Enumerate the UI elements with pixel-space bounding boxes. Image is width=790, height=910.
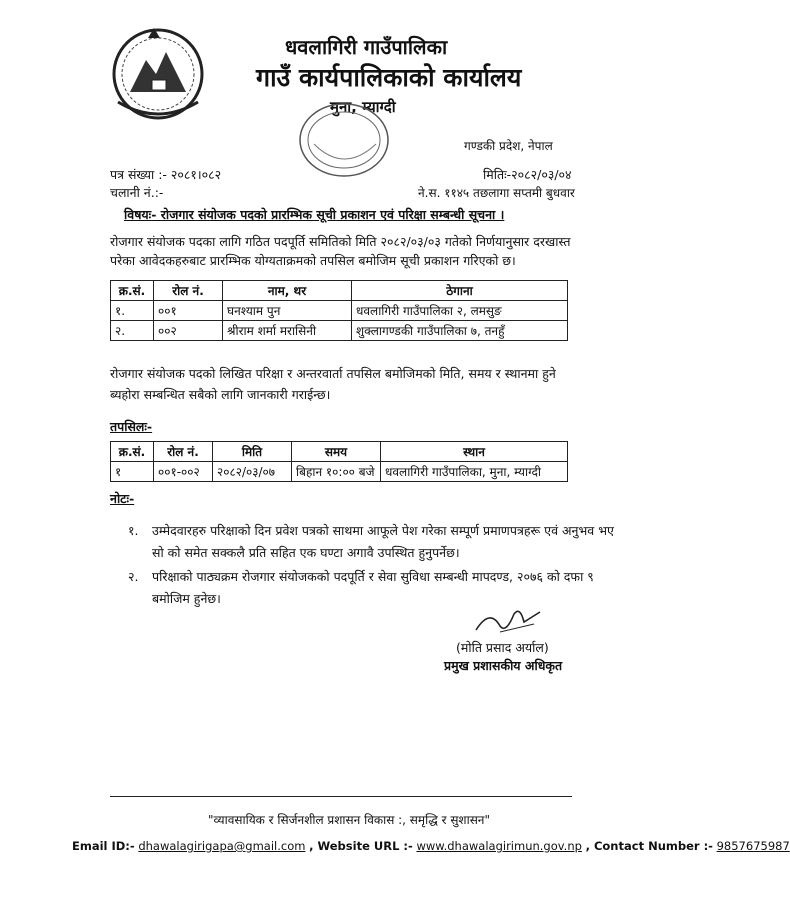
table-cell: ००१ [154,301,223,321]
table-cell: १ [111,462,154,482]
schedule-label: तपसिलः- [110,419,153,434]
office-location: मुना, म्याग्दी [330,98,396,116]
office-subtitle: गाउँ कार्यपालिकाको कार्यालय [256,63,522,92]
column-header: नाम, थर [223,281,352,301]
dispatch-number: चलानी नं.:- [110,185,164,200]
table-cell: बिहान १०:०० बजे [292,462,381,482]
province-label: गण्डकी प्रदेश, नेपाल [464,139,553,153]
column-header: क्र.सं. [111,281,154,301]
table-row [111,321,568,341]
nepal-emblem-logo [108,22,208,128]
note-number: २. [128,569,139,584]
subject-line: विषयः- रोजगार संयोजक पदको प्रारम्भिक सूची प्रकाशन एवं परिक्षा सम्बन्धी सूचना । [124,207,505,222]
signature-mark [470,604,550,638]
contact-number: 9857675987 [716,839,790,853]
signatory-title: प्रमुख प्रशासकीय अधिकृत [444,658,563,673]
column-header: रोल नं. [154,281,223,301]
note-line: सो को समेत सक्कलै प्रति सहित एक घण्टा अगावै उपस्थित हुनुपर्नेछ। [152,545,460,560]
note-number: १. [128,523,139,538]
column-header: ठेगाना [352,281,568,301]
exam-info-paragraph: रोजगार संयोजक पदको लिखित परिक्षा र अन्तरवार्ता तपसिल बमोजिमको मिति, समय र स्थानमा हुने ब्यहोरा सम्बन्धित सबैको लागि जानकारी गराईन्छ। [110,366,556,402]
nepal-sambat-date: ने.स. ११४५ तछलागा सप्तमी बुधवार [418,186,575,200]
table-cell: घनश्याम पुन [223,301,352,321]
letter-date: मितिः-२०८२/०३/०४ [483,167,572,182]
intro-paragraph: रोजगार संयोजक पदका लागि गठित पदपूर्ति समितिको मिति २०८२/०३/०३ गतेको निर्णयानुसार दरखास्त परेका आवेदकहरुबाट प्रारम्भिक योग्यताक्रमको तपसिल बमोजिम सूची प्रकाशन गरिएको छ। [110,234,571,268]
table-cell: धवलागिरी गाउँपालिका २, लमसुङ [352,301,568,321]
column-header: क्र.सं. [111,442,154,462]
table-cell: २०८२/०३/०७ [213,462,292,482]
note-line: परिक्षाको पाठ्यक्रम रोजगार संयोजकको पदपूर्ति र सेवा सुविधा सम्बन्धी मापदण्ड, २०७६ को दफा ९ [152,569,594,584]
website-link[interactable]: www.dhawalagirimun.gov.np [416,839,582,853]
office-stamp [296,100,392,184]
column-header: स्थान [381,442,568,462]
column-header: रोल नं. [154,442,213,462]
candidates-table [110,280,568,341]
footer-motto: "व्यावसायिक र सिर्जनशील प्रशासन विकास :, समृद्धि र सुशासन" [208,813,490,827]
column-header: समय [292,442,381,462]
contact-label: , Contact Number :- [585,839,713,853]
table-header-row [111,442,568,462]
email-label: Email ID:- [72,839,135,853]
schedule-table [110,441,568,482]
contact-line [72,839,790,853]
table-cell: धवलागिरी गाउँपालिका, मुना, म्याग्दी [381,462,568,482]
signatory-name: (मोति प्रसाद अर्याल) [456,640,549,655]
letter-number: पत्र संख्या :- २०८१।०८२ [110,167,222,182]
footer-divider [110,796,572,797]
table-cell: श्रीराम शर्मा मरासिनी [223,321,352,341]
email-link[interactable]: dhawalagirigapa@gmail.com [138,839,306,853]
notes-label: नोटः- [110,491,135,506]
note-line: उम्मेदवारहरु परिक्षाको दिन प्रवेश पत्रको साथमा आफूले पेश गरेका सम्पूर्ण प्रमाणपत्रहरू एवं अनुभव भए [152,523,614,538]
table-cell: शुक्लागण्डकी गाउँपालिका ७, तनहुँ [352,321,568,341]
table-cell: १. [111,301,154,321]
column-header: मिति [213,442,292,462]
table-cell: २. [111,321,154,341]
table-cell: ००२ [154,321,223,341]
table-row [111,301,568,321]
table-header-row [111,281,568,301]
note-line: बमोजिम हुनेछ। [152,591,221,606]
office-name: धवलागिरी गाउँपालिका [285,35,448,59]
website-label: , Website URL :- [309,839,413,853]
table-cell: ००१-००२ [154,462,213,482]
table-row [111,462,568,482]
